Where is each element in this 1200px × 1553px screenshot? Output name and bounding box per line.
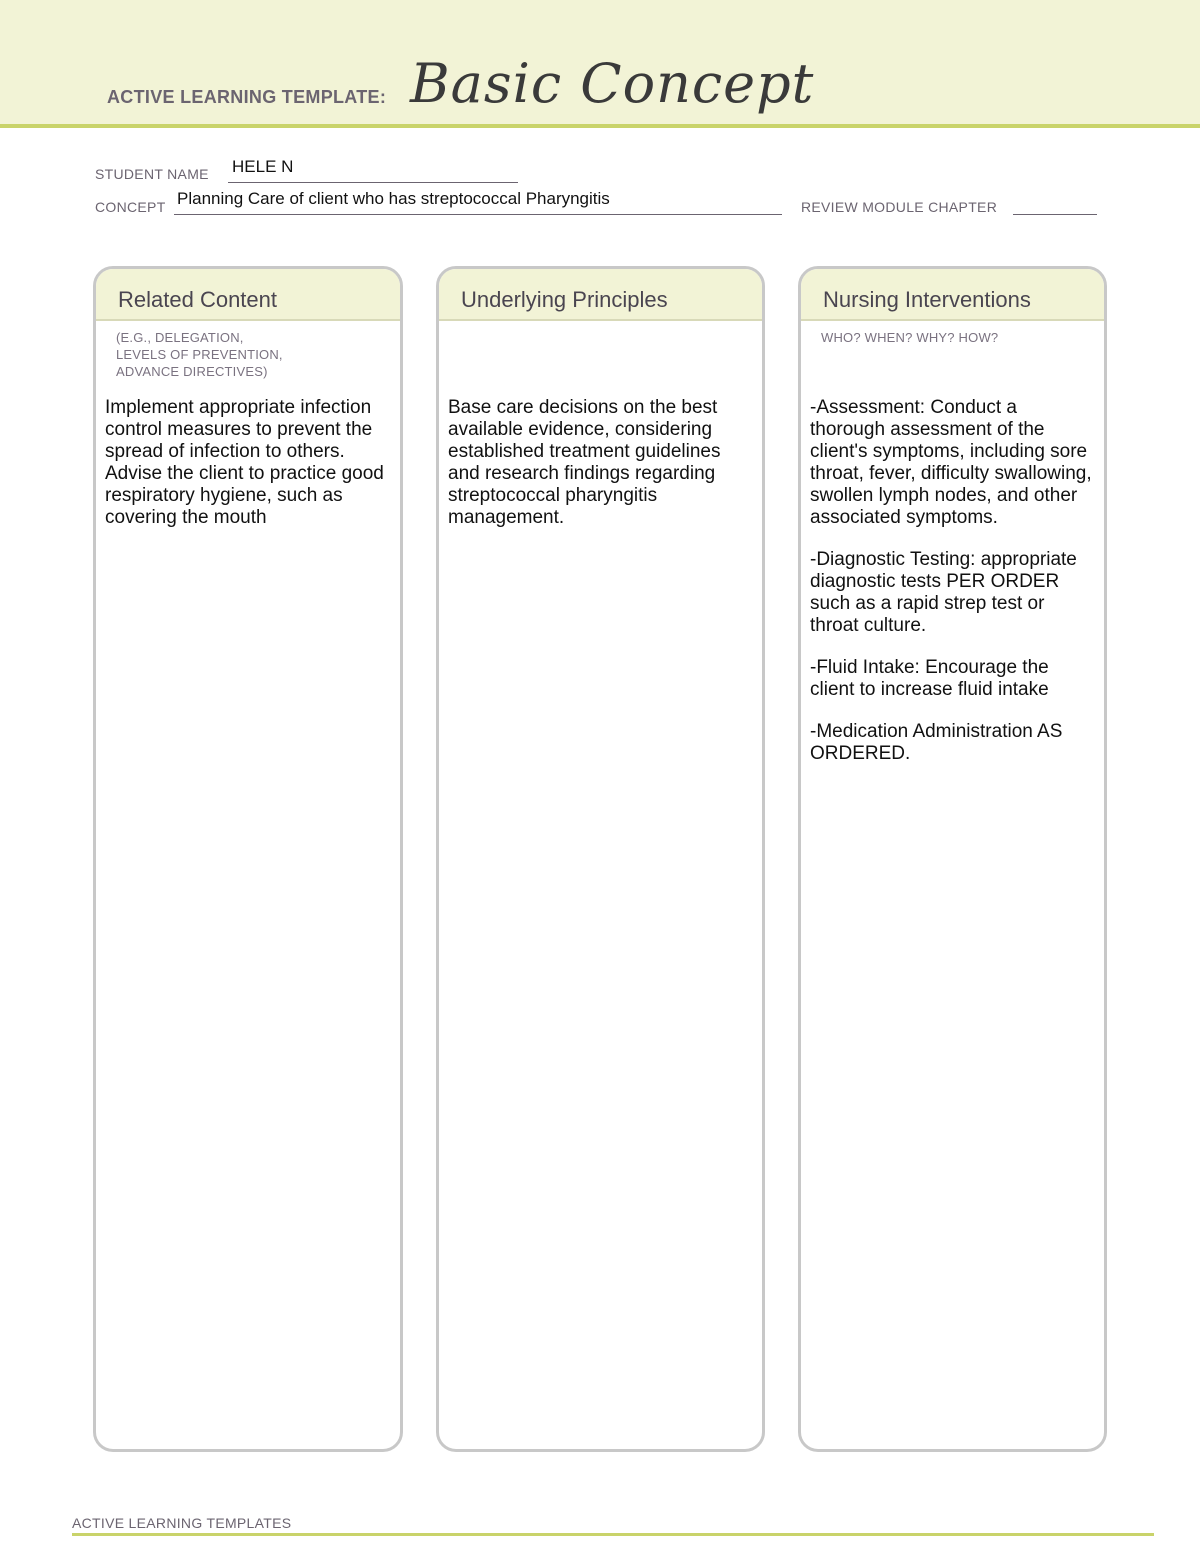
intervention-fluid-intake: -Fluid Intake: Encourage the client to increase fluid intake: [810, 657, 1049, 700]
intervention-medication: -Medication Administration AS ORDERED.: [810, 721, 1063, 764]
template-label: ACTIVE LEARNING TEMPLATE:: [107, 87, 387, 107]
nursing-interventions-subtitle: WHO? WHEN? WHY? HOW?: [821, 330, 999, 345]
related-content-title: Related Content: [118, 287, 277, 312]
related-content-card: [93, 266, 403, 1452]
underlying-principles-header: [439, 269, 762, 321]
underlying-principles-text: Base care decisions on the best available evidence, considering established treatment guidelines and research findings regarding streptococcal pharyngitis management.: [448, 397, 721, 528]
related-content-body[interactable]: [105, 397, 388, 549]
intervention-diagnostic-testing: -Diagnostic Testing: appropriate diagnostic tests PER ORDER such as a rapid strep test or throat culture.: [810, 549, 1077, 636]
review-module-label: REVIEW MODULE CHAPTER: [801, 199, 998, 215]
student-name-label: STUDENT NAME: [95, 166, 209, 182]
nursing-interventions-card: [798, 266, 1107, 1452]
footer-label: ACTIVE LEARNING TEMPLATES: [72, 1515, 292, 1531]
nursing-interventions-title: Nursing Interventions: [823, 287, 1031, 312]
footer-divider: [72, 1533, 1154, 1536]
nursing-interventions-body[interactable]: [810, 397, 1092, 785]
student-name-line: [228, 182, 518, 183]
related-content-subtitle: (E.G., DELEGATION, LEVELS OF PREVENTION, ADVANCE DIRECTIVES): [116, 330, 283, 379]
concept-line: [174, 214, 782, 215]
nursing-interventions-header: [801, 269, 1104, 321]
intervention-assessment: -Assessment: Conduct a thorough assessment of the client's symptoms, including sore throat, fever, difficulty swallowing, swollen lymph nodes, and other associated symptoms.: [810, 397, 1092, 528]
underlying-principles-body[interactable]: [448, 397, 750, 549]
review-module-field[interactable]: [1013, 214, 1097, 215]
concept-field[interactable]: Planning Care of client who has streptococcal Pharyngitis: [177, 189, 610, 208]
concept-label: CONCEPT: [95, 199, 166, 215]
page-title: Basic Concept: [410, 52, 815, 115]
student-name-field[interactable]: HELE N: [232, 157, 294, 176]
related-content-text: Implement appropriate infection control measures to prevent the spread of infection to others. Advise the client to practice good respiratory hygiene, such as covering the mouth: [105, 397, 384, 528]
related-content-header: [96, 269, 400, 321]
underlying-principles-title: Underlying Principles: [461, 287, 668, 312]
underlying-principles-card: [436, 266, 765, 1452]
